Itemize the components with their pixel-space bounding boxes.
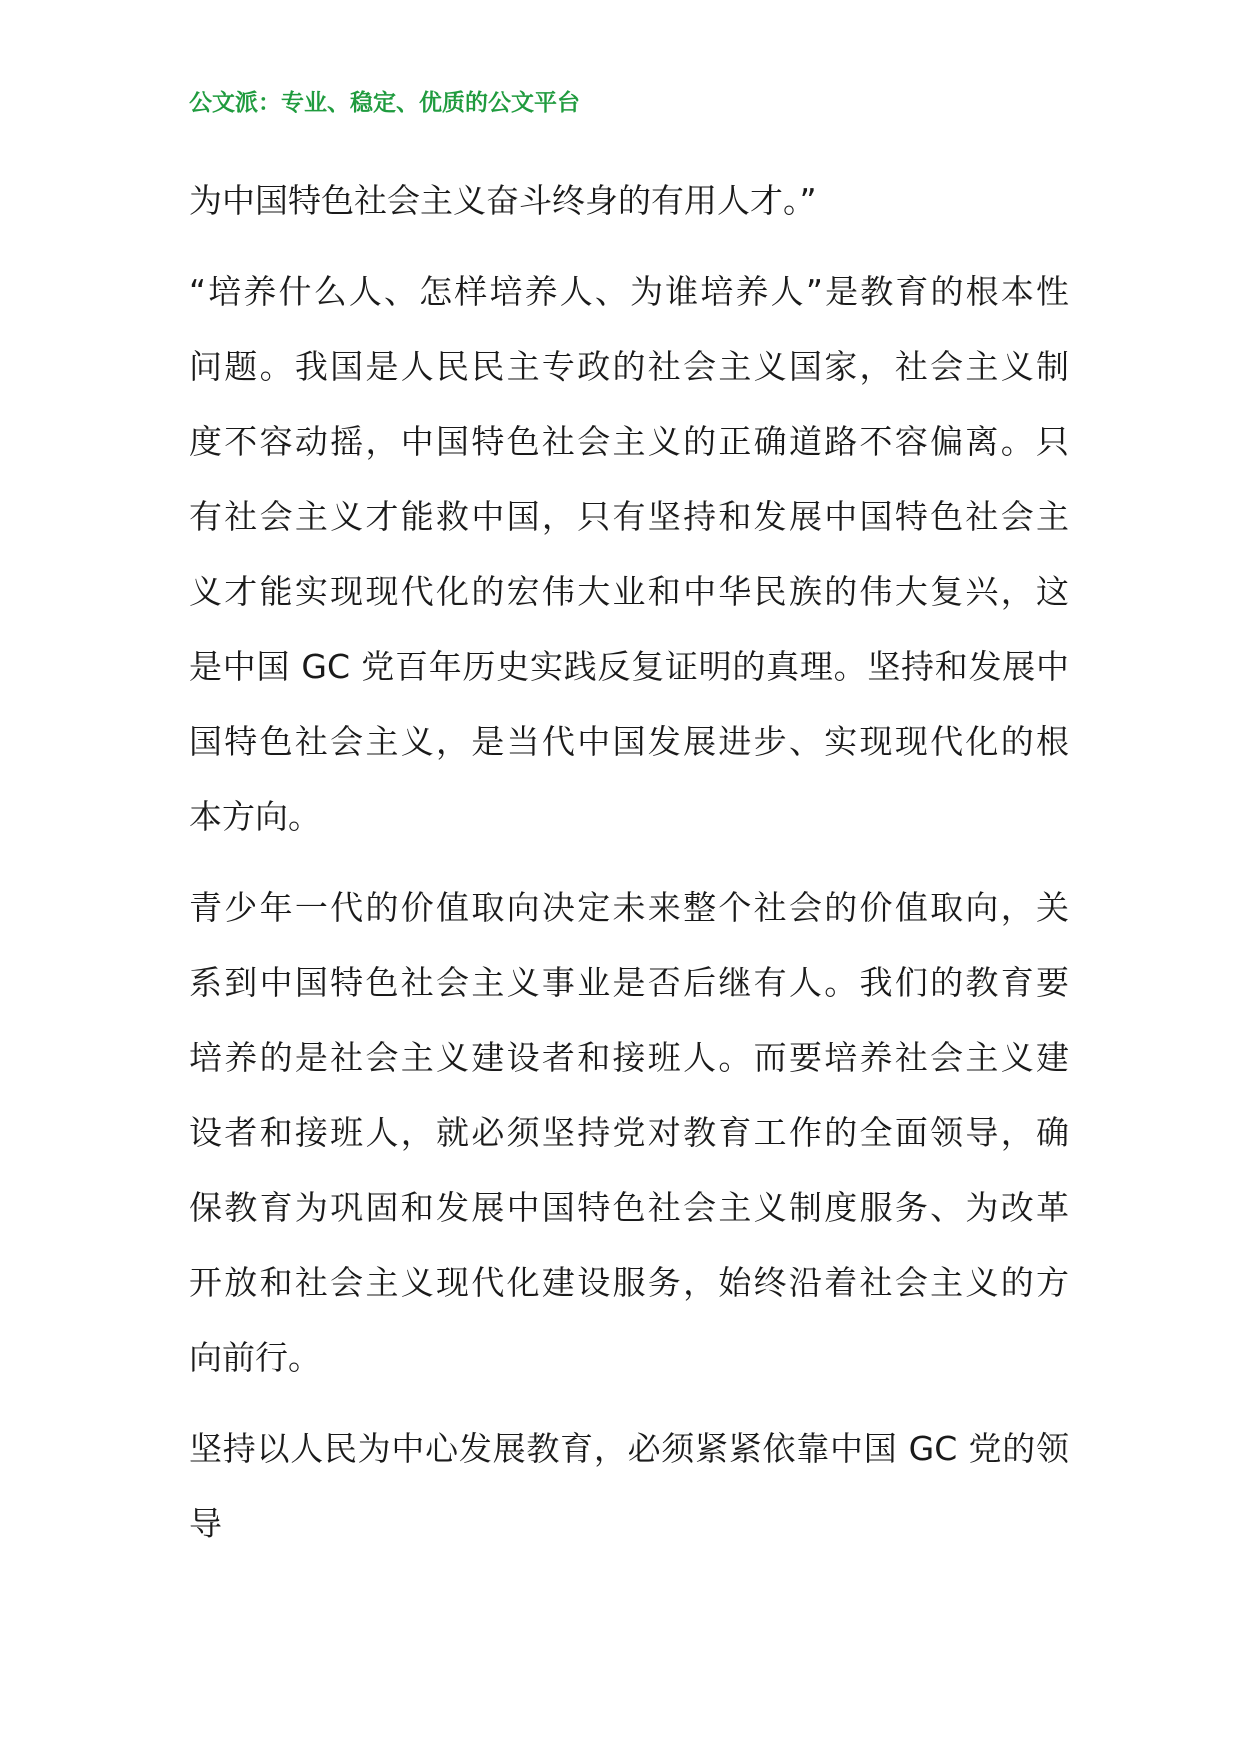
text-line: 是中国 GC 党百年历史实践反复证明的真理。坚持和发展中	[189, 647, 1069, 686]
text-line: 国特色社会主义，是当代中国发展进步、实现现代化的根	[189, 722, 1069, 761]
article-body	[189, 163, 1069, 1561]
text-line: 设者和接班人，就必须坚持党对教育工作的全面领导，确	[189, 1113, 1069, 1152]
text-line: 保教育为巩固和发展中国特色社会主义制度服务、为改革	[189, 1188, 1069, 1227]
text-line: 问题。我国是人民民主专政的社会主义国家，社会主义制	[189, 347, 1069, 386]
text-line: 义才能实现现代化的宏伟大业和中华民族的伟大复兴，这	[189, 572, 1069, 611]
site-header: 公文派：专业、稳定、优质的公文平台	[189, 89, 580, 116]
text-line: 本方向。	[189, 797, 321, 836]
text-line: 系到中国特色社会主义事业是否后继有人。我们的教育要	[189, 963, 1069, 1002]
text-line: 坚持以人民为中心发展教育，必须紧紧依靠中国 GC 党的领	[189, 1429, 1069, 1468]
text-line: 青少年一代的价值取向决定未来整个社会的价值取向，关	[189, 888, 1069, 927]
text-line: 为中国特色社会主义奋斗终身的有用人才。”	[189, 181, 817, 220]
text-line: 有社会主义才能救中国，只有坚持和发展中国特色社会主	[189, 497, 1069, 536]
paragraph-4	[189, 1411, 1069, 1561]
text-line: “培养什么人、怎样培养人、为谁培养人”是教育的根本性	[189, 272, 1069, 311]
paragraph-2	[189, 254, 1069, 854]
text-line: 导	[189, 1504, 222, 1543]
paragraph-1	[189, 163, 1069, 238]
text-line: 向前行。	[189, 1338, 321, 1377]
paragraph-3	[189, 870, 1069, 1395]
text-line: 培养的是社会主义建设者和接班人。而要培养社会主义建	[189, 1038, 1069, 1077]
text-line: 度不容动摇，中国特色社会主义的正确道路不容偏离。只	[189, 422, 1069, 461]
text-line: 开放和社会主义现代化建设服务，始终沿着社会主义的方	[189, 1263, 1069, 1302]
